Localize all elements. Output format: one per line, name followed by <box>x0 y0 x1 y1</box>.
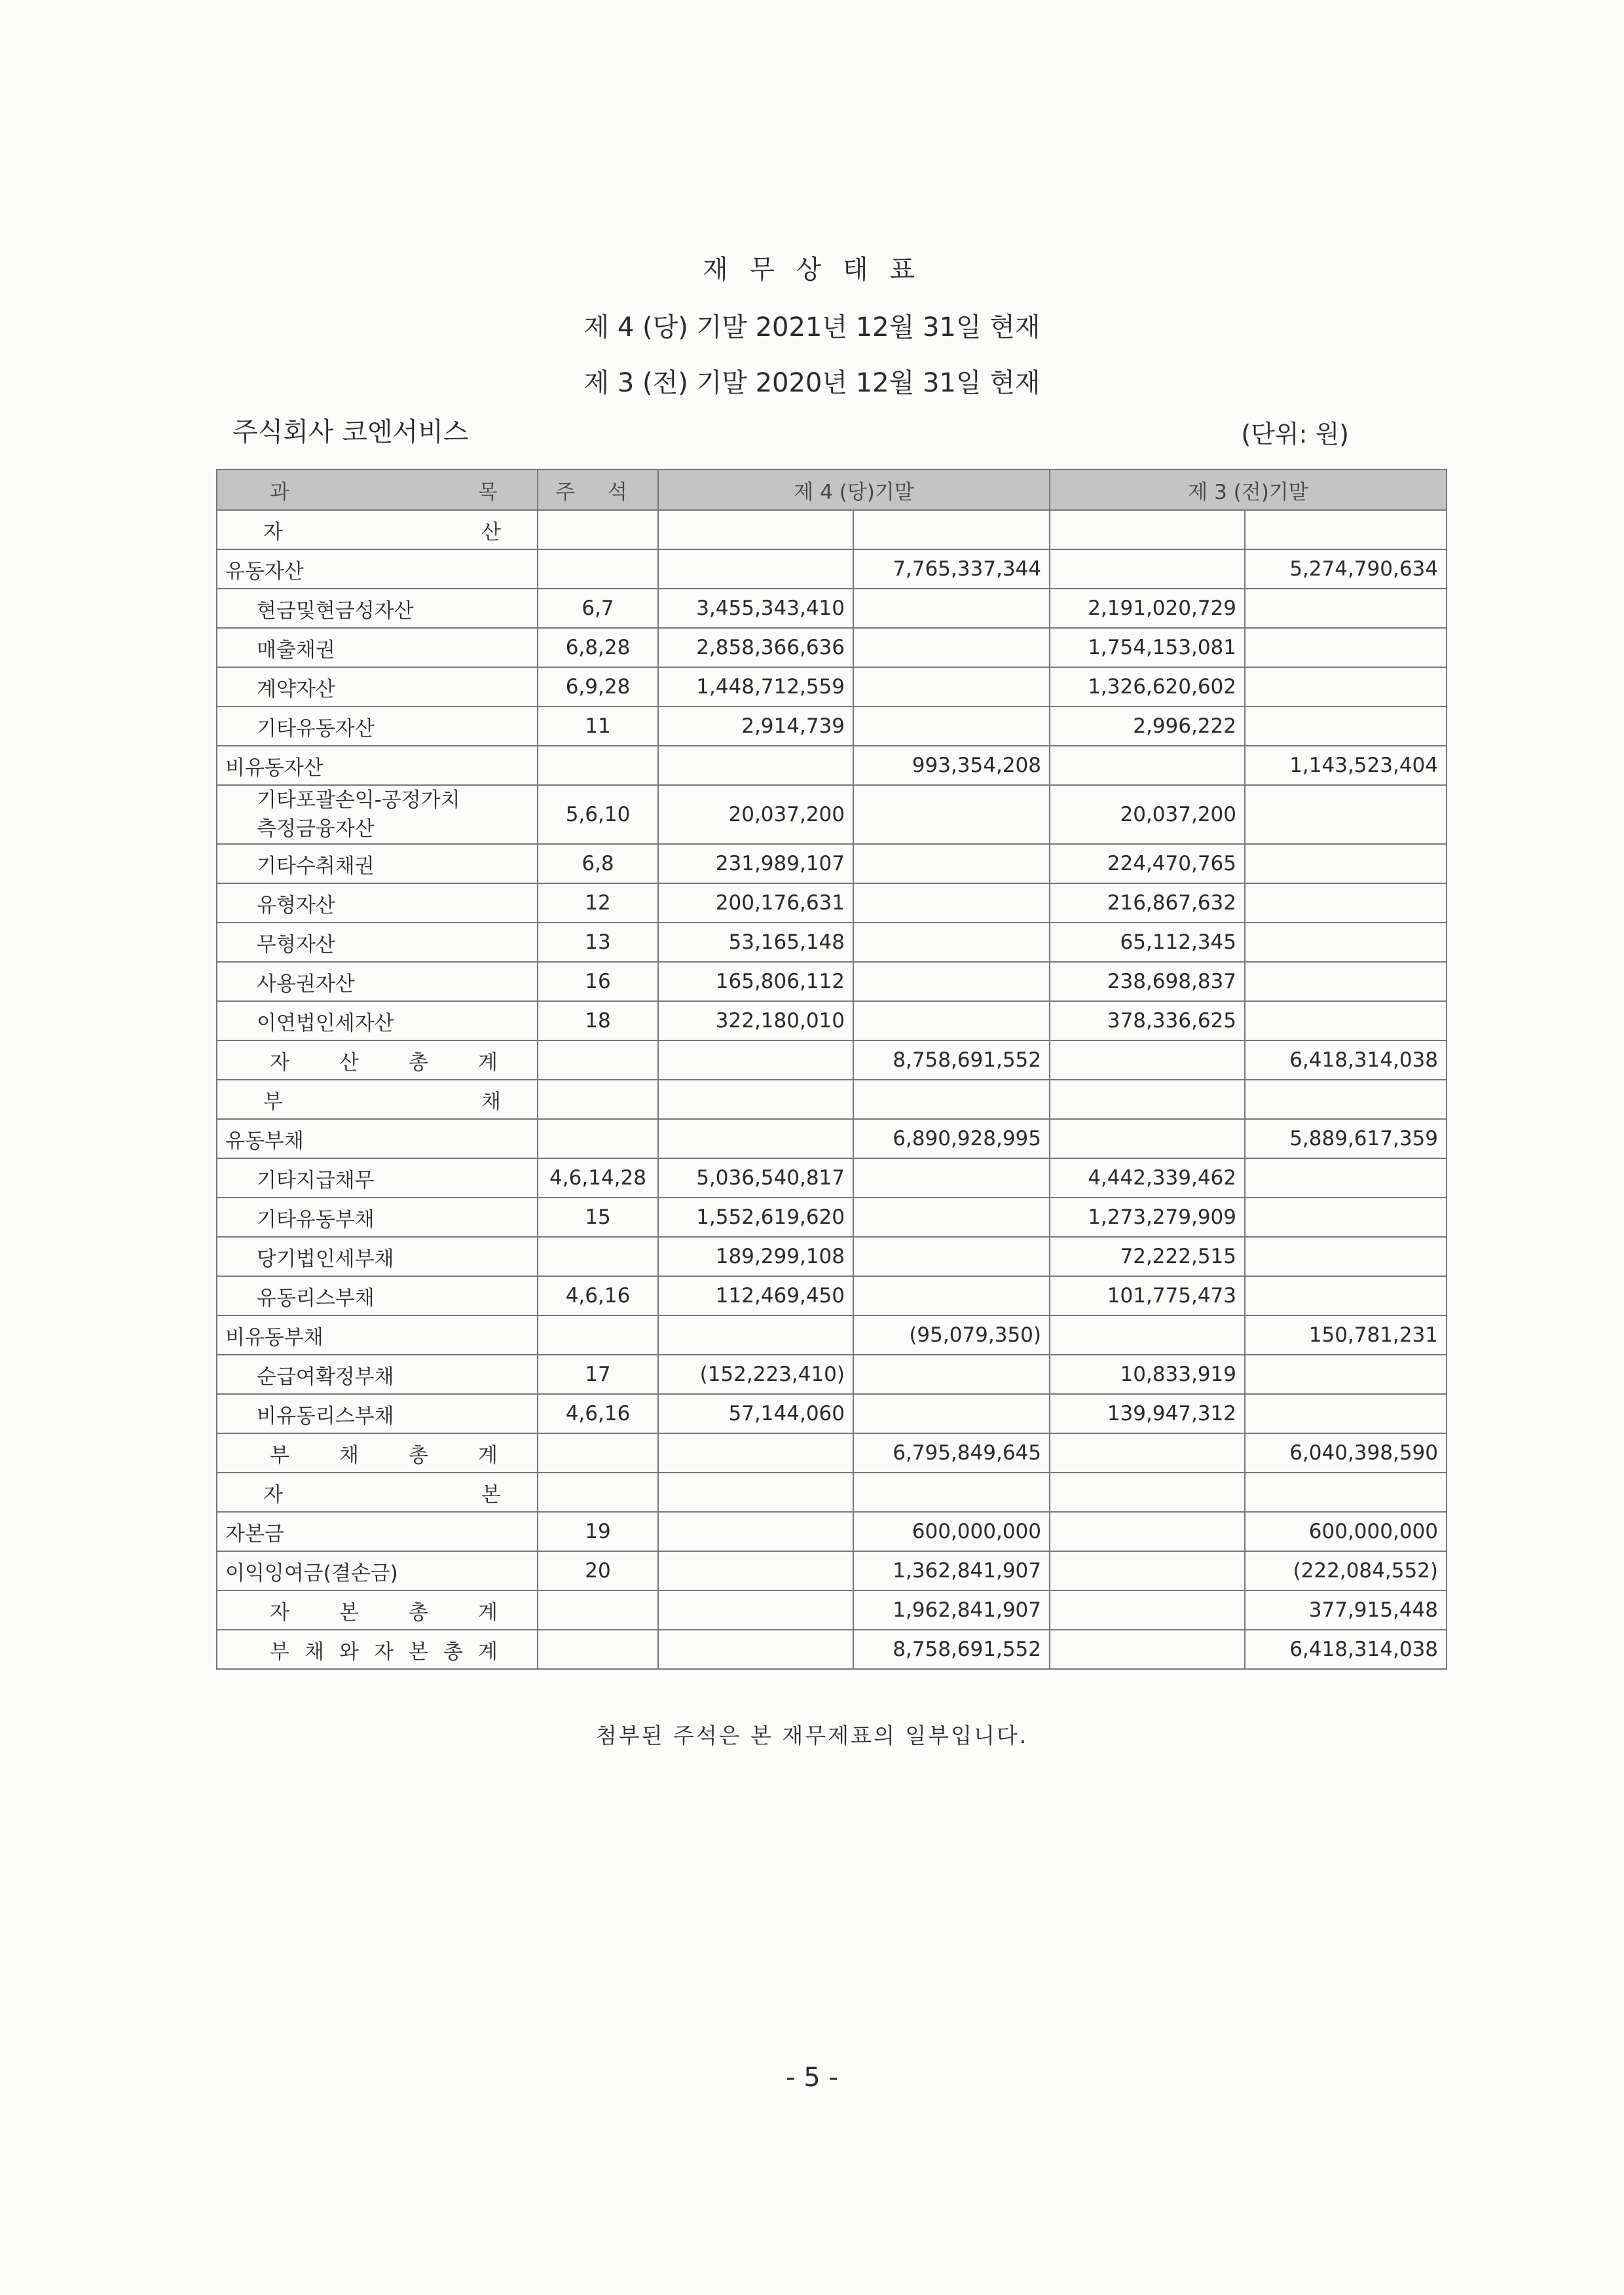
prior-total-cell: 6,418,314,038 <box>1245 1630 1447 1669</box>
current-detail-cell <box>658 1315 853 1355</box>
item-label: 기타유동부채 <box>217 1198 538 1237</box>
empty-cell <box>853 1080 1050 1119</box>
table-row <box>217 1512 1447 1551</box>
table-row <box>217 1315 1447 1355</box>
current-detail-cell: 2,858,366,636 <box>658 628 853 667</box>
label-char: 계 <box>478 1640 498 1664</box>
current-total-cell: 8,758,691,552 <box>853 1040 1050 1080</box>
note-cell <box>538 746 658 785</box>
current-detail-cell: 57,144,060 <box>658 1394 853 1433</box>
prior-total-cell: (222,084,552) <box>1245 1551 1447 1590</box>
note-cell <box>538 1630 658 1669</box>
prior-total-cell <box>1245 589 1447 628</box>
prior-total-cell: 377,915,448 <box>1245 1590 1447 1630</box>
current-total-cell <box>853 667 1050 707</box>
current-detail-cell: 1,552,619,620 <box>658 1198 853 1237</box>
note-cell <box>538 1119 658 1158</box>
prior-detail-cell: 1,326,620,602 <box>1050 667 1245 707</box>
current-detail-cell <box>658 1551 853 1590</box>
prior-period-label: 제 3 (전) 기말 2020년 12월 31일 현재 <box>583 368 1041 398</box>
label-char: 본 <box>339 1600 359 1625</box>
current-total-cell: 1,962,841,907 <box>853 1590 1050 1630</box>
item-label: 유동부채 <box>217 1119 538 1158</box>
prior-total-cell <box>1245 667 1447 707</box>
prior-total-cell: 5,889,617,359 <box>1245 1119 1447 1158</box>
note-cell: 5,6,10 <box>538 785 658 844</box>
table-row <box>217 1276 1447 1315</box>
item-label-line: 측정금융자산 <box>257 817 375 841</box>
current-total-cell <box>853 1237 1050 1276</box>
prior-detail-cell <box>1050 1551 1245 1590</box>
company-name: 주식회사 코엔서비스 <box>232 417 469 447</box>
note-cell <box>538 1590 658 1630</box>
prior-total-cell <box>1245 628 1447 667</box>
prior-detail-cell <box>1050 1590 1245 1630</box>
section-label <box>217 1473 538 1512</box>
prior-detail-cell: 4,442,339,462 <box>1050 1158 1245 1198</box>
current-detail-cell: 5,036,540,817 <box>658 1158 853 1198</box>
note-cell: 18 <box>538 1001 658 1040</box>
table-row <box>217 1080 1447 1119</box>
item-label: 비유동자산 <box>217 746 538 785</box>
page-title: 재 무 상 태 표 <box>702 255 922 285</box>
item-label: 유형자산 <box>217 883 538 923</box>
prior-detail-cell <box>1050 1040 1245 1080</box>
prior-total-cell: 1,143,523,404 <box>1245 746 1447 785</box>
item-label: 비유동리스부채 <box>217 1394 538 1433</box>
current-total-cell <box>853 785 1050 844</box>
current-detail-cell: 112,469,450 <box>658 1276 853 1315</box>
current-total-cell: 7,765,337,344 <box>853 549 1050 589</box>
prior-total-cell: 5,274,790,634 <box>1245 549 1447 589</box>
table-row <box>217 1355 1447 1394</box>
note-cell <box>538 549 658 589</box>
note-cell: 6,8,28 <box>538 628 658 667</box>
table-row <box>217 746 1447 785</box>
prior-detail-cell: 2,996,222 <box>1050 707 1245 746</box>
section-label <box>217 510 538 549</box>
table-row <box>217 1433 1447 1473</box>
empty-cell <box>1245 1080 1447 1119</box>
table-row <box>217 549 1447 589</box>
label-char: 자 <box>270 1050 289 1074</box>
label-char: 부 <box>270 1640 289 1664</box>
prior-detail-cell: 238,698,837 <box>1050 962 1245 1001</box>
current-detail-cell <box>658 746 853 785</box>
note-cell: 11 <box>538 707 658 746</box>
prior-detail-cell: 20,037,200 <box>1050 785 1245 844</box>
item-label: 계약자산 <box>217 667 538 707</box>
prior-detail-cell: 139,947,312 <box>1050 1394 1245 1433</box>
item-label: 사용권자산 <box>217 962 538 1001</box>
current-total-cell <box>853 1198 1050 1237</box>
note-cell <box>538 1433 658 1473</box>
current-total-cell <box>853 1001 1050 1040</box>
item-label: 현금및현금성자산 <box>217 589 538 628</box>
current-detail-cell <box>658 1630 853 1669</box>
total-label <box>217 1630 538 1669</box>
current-detail-cell <box>658 1433 853 1473</box>
note-cell <box>538 1315 658 1355</box>
empty-cell <box>853 1473 1050 1512</box>
prior-total-cell <box>1245 962 1447 1001</box>
table-body <box>217 510 1447 1669</box>
current-total-cell: (95,079,350) <box>853 1315 1050 1355</box>
header-current-period: 제 4 (당)기말 <box>658 469 1050 510</box>
current-total-cell <box>853 1276 1050 1315</box>
label-char: 자 <box>374 1640 394 1664</box>
note-cell: 20 <box>538 1551 658 1590</box>
current-detail-cell <box>658 549 853 589</box>
prior-detail-cell: 378,336,625 <box>1050 1001 1245 1040</box>
label-char: 채 <box>339 1443 359 1467</box>
prior-detail-cell: 1,273,279,909 <box>1050 1198 1245 1237</box>
current-total-cell <box>853 1355 1050 1394</box>
table-row <box>217 510 1447 549</box>
label-char: 계 <box>478 1050 498 1074</box>
table-row <box>217 707 1447 746</box>
prior-detail-cell: 72,222,515 <box>1050 1237 1245 1276</box>
prior-total-cell: 6,418,314,038 <box>1245 1040 1447 1080</box>
note-cell <box>538 1237 658 1276</box>
current-total-cell: 6,795,849,645 <box>853 1433 1050 1473</box>
prior-detail-cell: 216,867,632 <box>1050 883 1245 923</box>
table-row <box>217 1473 1447 1512</box>
label-char: 본 <box>409 1640 428 1664</box>
current-detail-cell: (152,223,410) <box>658 1355 853 1394</box>
note-cell: 6,9,28 <box>538 667 658 707</box>
unit-label: (단위: 원) <box>1241 420 1349 449</box>
total-label <box>217 1433 538 1473</box>
total-label <box>217 1590 538 1630</box>
current-total-cell <box>853 628 1050 667</box>
table-row <box>217 589 1447 628</box>
current-total-cell: 600,000,000 <box>853 1512 1050 1551</box>
table-row <box>217 785 1447 844</box>
prior-detail-cell: 65,112,345 <box>1050 923 1245 962</box>
prior-detail-cell: 1,754,153,081 <box>1050 628 1245 667</box>
footnote: 첨부된 주석은 본 재무제표의 일부입니다. <box>595 1723 1029 1748</box>
table-header-row <box>217 469 1447 510</box>
label-char: 자 <box>263 1482 283 1507</box>
label-char: 본 <box>481 1482 501 1507</box>
balance-sheet-table <box>216 469 1447 1670</box>
prior-total-cell <box>1245 1001 1447 1040</box>
empty-cell <box>1050 1080 1245 1119</box>
table-row <box>217 1119 1447 1158</box>
label-char: 채 <box>304 1640 324 1664</box>
empty-cell <box>1245 1473 1447 1512</box>
section-label <box>217 1080 538 1119</box>
total-label <box>217 1040 538 1080</box>
current-detail-cell: 53,165,148 <box>658 923 853 962</box>
prior-total-cell: 600,000,000 <box>1245 1512 1447 1551</box>
empty-cell <box>1245 510 1447 549</box>
prior-detail-cell <box>1050 1119 1245 1158</box>
header-item: 과 목 <box>217 469 538 510</box>
label-char: 자 <box>270 1600 289 1625</box>
prior-detail-cell <box>1050 1433 1245 1473</box>
prior-total-cell <box>1245 785 1447 844</box>
empty-cell <box>658 1473 853 1512</box>
note-cell: 16 <box>538 962 658 1001</box>
prior-detail-cell <box>1050 746 1245 785</box>
empty-cell <box>538 510 658 549</box>
table-row <box>217 1590 1447 1630</box>
item-label <box>217 785 538 844</box>
item-label: 자본금 <box>217 1512 538 1551</box>
empty-cell <box>1050 1473 1245 1512</box>
label-char: 채 <box>481 1090 501 1114</box>
current-detail-cell: 200,176,631 <box>658 883 853 923</box>
current-total-cell <box>853 1158 1050 1198</box>
current-total-cell <box>853 844 1050 883</box>
label-char: 총 <box>409 1600 428 1625</box>
label-char: 계 <box>478 1600 498 1625</box>
prior-detail-cell <box>1050 1315 1245 1355</box>
label-char: 부 <box>270 1443 289 1467</box>
item-label: 유동자산 <box>217 549 538 589</box>
note-cell: 12 <box>538 883 658 923</box>
item-label: 이익잉여금(결손금) <box>217 1551 538 1590</box>
table-row <box>217 962 1447 1001</box>
current-detail-cell: 231,989,107 <box>658 844 853 883</box>
page-number: - 5 - <box>786 2063 838 2093</box>
prior-detail-cell <box>1050 1512 1245 1551</box>
label-char: 총 <box>443 1640 463 1664</box>
note-cell <box>538 1040 658 1080</box>
empty-cell <box>1050 510 1245 549</box>
current-total-cell: 8,758,691,552 <box>853 1630 1050 1669</box>
prior-detail-cell: 10,833,919 <box>1050 1355 1245 1394</box>
prior-total-cell <box>1245 1158 1447 1198</box>
note-cell: 13 <box>538 923 658 962</box>
prior-total-cell <box>1245 1237 1447 1276</box>
current-detail-cell: 20,037,200 <box>658 785 853 844</box>
item-label-line: 기타포괄손익-공정가치 <box>257 788 460 812</box>
prior-detail-cell: 101,775,473 <box>1050 1276 1245 1315</box>
empty-cell <box>538 1080 658 1119</box>
item-label: 기타수취채권 <box>217 844 538 883</box>
item-label: 당기법인세부채 <box>217 1237 538 1276</box>
label-char: 산 <box>339 1050 359 1074</box>
table-row <box>217 923 1447 962</box>
prior-detail-cell: 2,191,020,729 <box>1050 589 1245 628</box>
table-row <box>217 1630 1447 1669</box>
current-total-cell: 1,362,841,907 <box>853 1551 1050 1590</box>
prior-total-cell: 6,040,398,590 <box>1245 1433 1447 1473</box>
current-detail-cell: 3,455,343,410 <box>658 589 853 628</box>
item-label: 유동리스부채 <box>217 1276 538 1315</box>
table-row <box>217 844 1447 883</box>
current-detail-cell <box>658 1040 853 1080</box>
item-label: 기타유동자산 <box>217 707 538 746</box>
note-cell: 6,8 <box>538 844 658 883</box>
table-row <box>217 1158 1447 1198</box>
current-detail-cell: 322,180,010 <box>658 1001 853 1040</box>
current-total-cell <box>853 962 1050 1001</box>
note-cell: 4,6,16 <box>538 1276 658 1315</box>
note-cell: 15 <box>538 1198 658 1237</box>
empty-cell <box>853 510 1050 549</box>
current-detail-cell: 189,299,108 <box>658 1237 853 1276</box>
empty-cell <box>658 510 853 549</box>
table-row <box>217 1394 1447 1433</box>
prior-total-cell <box>1245 1394 1447 1433</box>
current-period-label: 제 4 (당) 기말 2021년 12월 31일 현재 <box>583 312 1041 342</box>
current-detail-cell: 2,914,739 <box>658 707 853 746</box>
prior-total-cell: 150,781,231 <box>1245 1315 1447 1355</box>
empty-cell <box>538 1473 658 1512</box>
prior-total-cell <box>1245 1355 1447 1394</box>
table-row <box>217 883 1447 923</box>
label-char: 총 <box>409 1050 428 1074</box>
note-cell: 19 <box>538 1512 658 1551</box>
prior-total-cell <box>1245 923 1447 962</box>
prior-total-cell <box>1245 707 1447 746</box>
current-total-cell <box>853 707 1050 746</box>
label-char: 총 <box>409 1443 428 1467</box>
label-char: 와 <box>339 1640 359 1664</box>
empty-cell <box>658 1080 853 1119</box>
current-detail-cell <box>658 1512 853 1551</box>
prior-detail-cell <box>1050 549 1245 589</box>
item-label: 순급여확정부채 <box>217 1355 538 1394</box>
item-label: 이연법인세자산 <box>217 1001 538 1040</box>
current-detail-cell <box>658 1119 853 1158</box>
prior-total-cell <box>1245 883 1447 923</box>
note-cell: 4,6,14,28 <box>538 1158 658 1198</box>
current-detail-cell <box>658 1590 853 1630</box>
table-row <box>217 1198 1447 1237</box>
note-cell: 6,7 <box>538 589 658 628</box>
table-row <box>217 628 1447 667</box>
current-total-cell <box>853 589 1050 628</box>
label-char: 산 <box>481 520 501 544</box>
item-label: 무형자산 <box>217 923 538 962</box>
label-char: 자 <box>263 520 283 544</box>
item-label: 매출채권 <box>217 628 538 667</box>
current-total-cell <box>853 883 1050 923</box>
table-row <box>217 1001 1447 1040</box>
item-label: 비유동부채 <box>217 1315 538 1355</box>
current-total-cell <box>853 1394 1050 1433</box>
header-prior-period: 제 3 (전)기말 <box>1050 469 1447 510</box>
table-row <box>217 1040 1447 1080</box>
label-char: 부 <box>263 1090 283 1114</box>
table-row <box>217 667 1447 707</box>
note-cell: 4,6,16 <box>538 1394 658 1433</box>
prior-total-cell <box>1245 1276 1447 1315</box>
label-char: 계 <box>478 1443 498 1467</box>
prior-detail-cell <box>1050 1630 1245 1669</box>
table-row <box>217 1237 1447 1276</box>
prior-detail-cell: 224,470,765 <box>1050 844 1245 883</box>
current-detail-cell: 1,448,712,559 <box>658 667 853 707</box>
current-total-cell: 993,354,208 <box>853 746 1050 785</box>
current-total-cell: 6,890,928,995 <box>853 1119 1050 1158</box>
current-total-cell <box>853 923 1050 962</box>
current-detail-cell: 165,806,112 <box>658 962 853 1001</box>
note-cell: 17 <box>538 1355 658 1394</box>
item-label: 기타지급채무 <box>217 1158 538 1198</box>
header-note: 주 석 <box>538 469 658 510</box>
prior-total-cell <box>1245 1198 1447 1237</box>
table-row <box>217 1551 1447 1590</box>
prior-total-cell <box>1245 844 1447 883</box>
